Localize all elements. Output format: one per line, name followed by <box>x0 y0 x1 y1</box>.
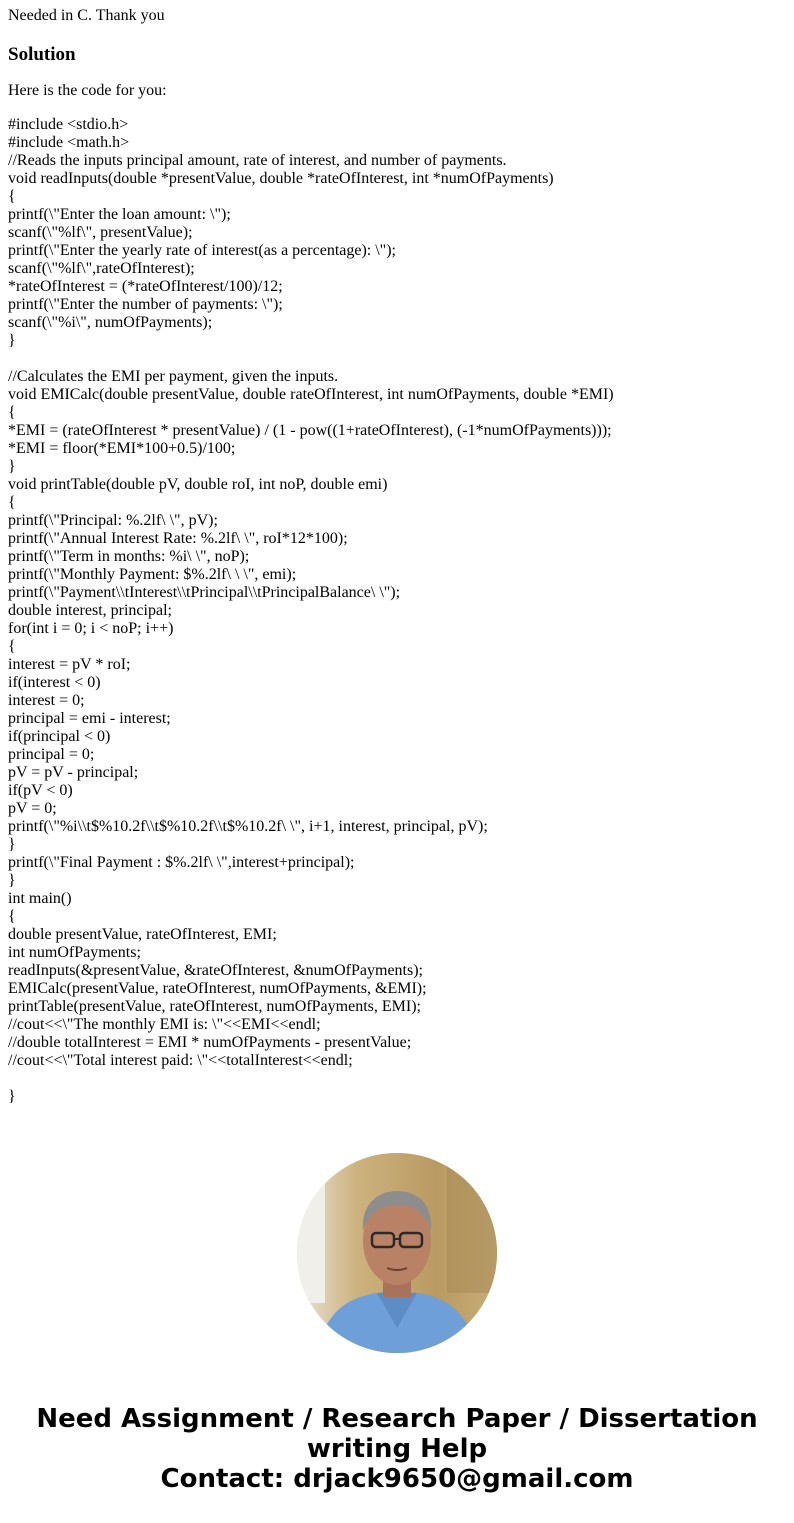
question-text: Needed in C. Thank you <box>8 7 165 24</box>
code-line: void EMICalc(double presentValue, double rateOfInterest, int numOfPayments, double *EMI) <box>8 386 614 403</box>
code-line: printf(\"Enter the number of payments: \"); <box>8 296 283 313</box>
code-line <box>8 1070 788 1088</box>
banner-line-1: Need Assignment / Research Paper / Dissertation <box>36 1404 758 1434</box>
code-line: pV = pV - principal; <box>8 764 139 781</box>
code-line: printf(\"Principal: %.2lf\ \", pV); <box>8 512 218 529</box>
solution-heading: Solution <box>8 44 76 65</box>
code-line: { <box>8 908 16 925</box>
code-line: printf(\"%i\\t$%10.2f\\t$%10.2f\\t$%10.2f\ \", i+1, interest, principal, pV); <box>8 818 488 835</box>
code-line: } <box>8 458 16 475</box>
code-line: scanf(\"%lf\",rateOfInterest); <box>8 260 195 277</box>
code-line: //double totalInterest = EMI * numOfPayments - presentValue; <box>8 1034 412 1051</box>
code-line: double presentValue, rateOfInterest, EMI; <box>8 926 277 943</box>
code-line: printf(\"Annual Interest Rate: %.2lf\ \", roI*12*100); <box>8 530 348 547</box>
code-line: scanf(\"%i\", numOfPayments); <box>8 314 213 331</box>
code-line: { <box>8 404 16 421</box>
code-line: if(pV < 0) <box>8 782 73 799</box>
code-line: //Calculates the EMI per payment, given the inputs. <box>8 368 339 385</box>
code-line: } <box>8 332 16 349</box>
code-line: { <box>8 638 16 655</box>
code-line: EMICalc(presentValue, rateOfInterest, numOfPayments, &EMI); <box>8 980 427 997</box>
code-line: void readInputs(double *presentValue, double *rateOfInterest, int *numOfPayments) <box>8 170 554 187</box>
code-line: *EMI = (rateOfInterest * presentValue) / (1 - pow((1+rateOfInterest), (-1*numOfPayments))); <box>8 422 612 439</box>
code-line: #include <math.h> <box>8 134 130 151</box>
code-line: pV = 0; <box>8 800 57 817</box>
code-line: printf(\"Term in months: %i\ \", noP); <box>8 548 250 565</box>
code-line: printf(\"Monthly Payment: $%.2lf\ \ \", emi); <box>8 566 297 583</box>
code-line: printf(\"Payment\\tInterest\\tPrincipal\\tPrincipalBalance\ \"); <box>8 584 401 601</box>
code-line: printTable(presentValue, rateOfInterest, numOfPayments, EMI); <box>8 998 421 1015</box>
code-line: { <box>8 494 16 511</box>
code-block <box>8 116 788 1106</box>
author-portrait-icon <box>297 1153 497 1353</box>
banner-contact: Contact: drjack9650@gmail.com <box>160 1464 634 1494</box>
code-line: } <box>8 1088 16 1105</box>
document-body <box>8 7 788 1106</box>
code-line: //cout<<\"Total interest paid: \"<<totalInterest<<endl; <box>8 1052 353 1069</box>
banner-line-2: writing Help <box>306 1434 488 1464</box>
code-line: *rateOfInterest = (*rateOfInterest/100)/12; <box>8 278 283 295</box>
code-line: scanf(\"%lf\", presentValue); <box>8 224 193 241</box>
code-line: printf(\"Enter the loan amount: \"); <box>8 206 231 223</box>
code-line: if(interest < 0) <box>8 674 101 691</box>
author-avatar <box>297 1153 497 1353</box>
code-line: printf(\"Enter the yearly rate of interest(as a percentage): \"); <box>8 242 396 259</box>
code-line: principal = emi - interest; <box>8 710 171 727</box>
promo-banner <box>0 1404 794 1494</box>
code-line: #include <stdio.h> <box>8 116 129 133</box>
code-line: readInputs(&presentValue, &rateOfInterest, &numOfPayments); <box>8 962 423 979</box>
code-line: int numOfPayments; <box>8 944 141 961</box>
code-line: { <box>8 188 16 205</box>
code-line: printf(\"Final Payment : $%.2lf\ \",interest+principal); <box>8 854 355 871</box>
code-line: //cout<<\"The monthly EMI is: \"<<EMI<<endl; <box>8 1016 321 1033</box>
code-line: void printTable(double pV, double roI, int noP, double emi) <box>8 476 388 493</box>
code-line: principal = 0; <box>8 746 95 763</box>
code-line: interest = 0; <box>8 692 85 709</box>
code-line: } <box>8 872 16 889</box>
code-line <box>8 350 788 368</box>
code-line: double interest, principal; <box>8 602 172 619</box>
code-line: interest = pV * roI; <box>8 656 131 673</box>
code-line: if(principal < 0) <box>8 728 111 745</box>
code-line: *EMI = floor(*EMI*100+0.5)/100; <box>8 440 236 457</box>
code-line: for(int i = 0; i < noP; i++) <box>8 620 174 637</box>
code-line: //Reads the inputs principal amount, rate of interest, and number of payments. <box>8 152 507 169</box>
intro-text: Here is the code for you: <box>8 82 167 99</box>
code-line: int main() <box>8 890 72 907</box>
code-line: } <box>8 836 16 853</box>
